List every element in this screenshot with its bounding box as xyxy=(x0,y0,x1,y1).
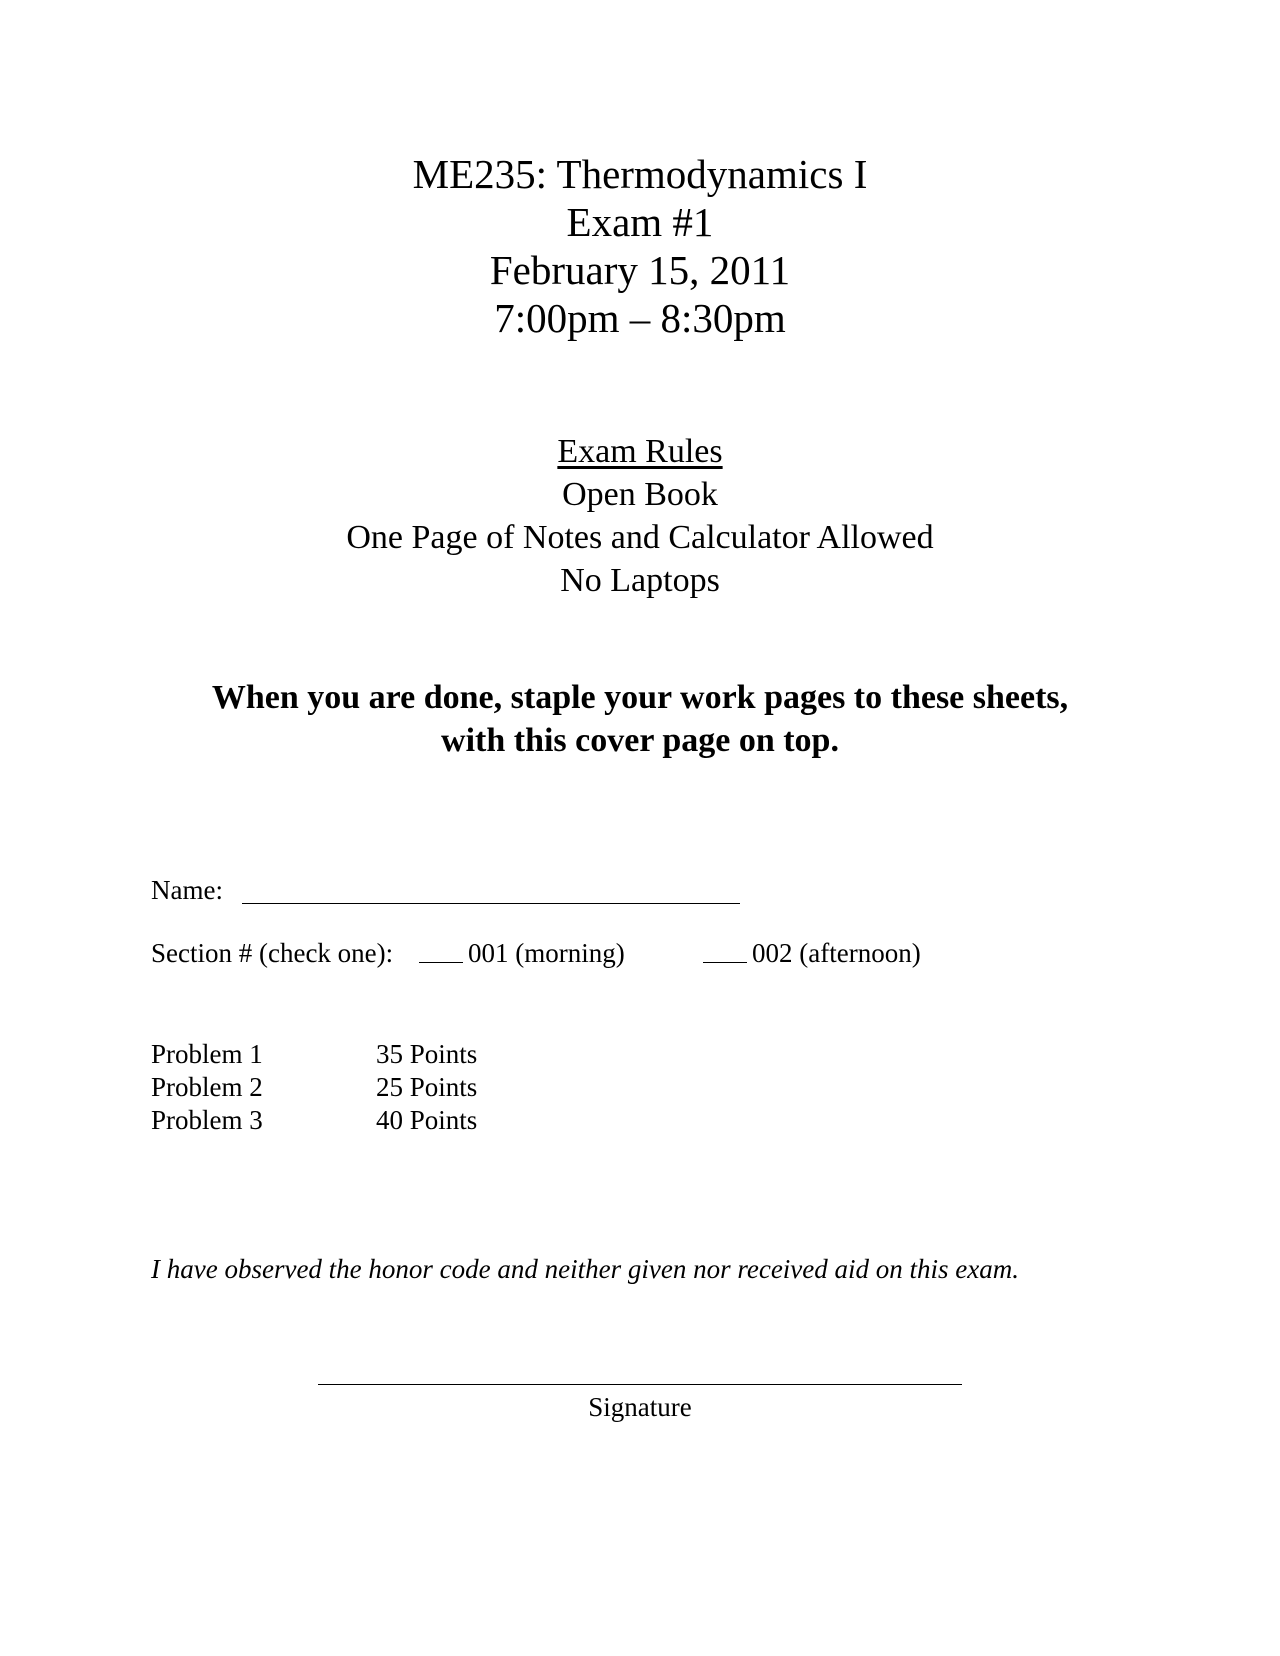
name-field[interactable] xyxy=(242,903,740,904)
problem-points: 25 Points xyxy=(376,1072,478,1102)
signature-label: Signature xyxy=(588,1392,692,1422)
rule-item: No Laptops xyxy=(560,562,720,599)
course-title: ME235: Thermodynamics I xyxy=(412,151,868,197)
exam-time: 7:00pm – 8:30pm xyxy=(494,295,786,341)
list-item xyxy=(151,1038,551,1071)
instructions-line: with this cover page on top. xyxy=(441,722,839,759)
exam-number: Exam #1 xyxy=(566,199,714,245)
section-row xyxy=(151,936,1151,970)
instructions-line: When you are done, staple your work pages to these sheets, xyxy=(211,679,1069,716)
honor-code-statement: I have observed the honor code and neither given nor received aid on this exam. xyxy=(151,1254,1019,1284)
title-block xyxy=(0,150,1280,342)
rule-item: Open Book xyxy=(562,476,718,513)
rules-heading: Exam Rules xyxy=(557,433,723,470)
rule-item: One Page of Notes and Calculator Allowed xyxy=(346,519,934,556)
staple-instructions xyxy=(0,676,1280,762)
problem-points: 35 Points xyxy=(376,1039,478,1069)
exam-rules xyxy=(0,430,1280,602)
problem-name: Problem 2 xyxy=(151,1072,263,1102)
problem-points: 40 Points xyxy=(376,1105,478,1135)
problem-points-list xyxy=(151,1038,551,1137)
problem-name: Problem 1 xyxy=(151,1039,263,1069)
list-item xyxy=(151,1071,551,1104)
problem-name: Problem 3 xyxy=(151,1105,263,1135)
section-001-label: 001 (morning) xyxy=(468,938,625,968)
section-002-label: 002 (afternoon) xyxy=(752,938,921,968)
exam-date: February 15, 2011 xyxy=(489,247,791,293)
section-001-checkbox[interactable] xyxy=(419,936,463,971)
signature-field[interactable] xyxy=(318,1384,962,1385)
section-002-checkbox[interactable] xyxy=(703,936,747,971)
list-item xyxy=(151,1104,551,1137)
name-label: Name: xyxy=(151,875,223,905)
section-label: Section # (check one): xyxy=(151,938,394,968)
